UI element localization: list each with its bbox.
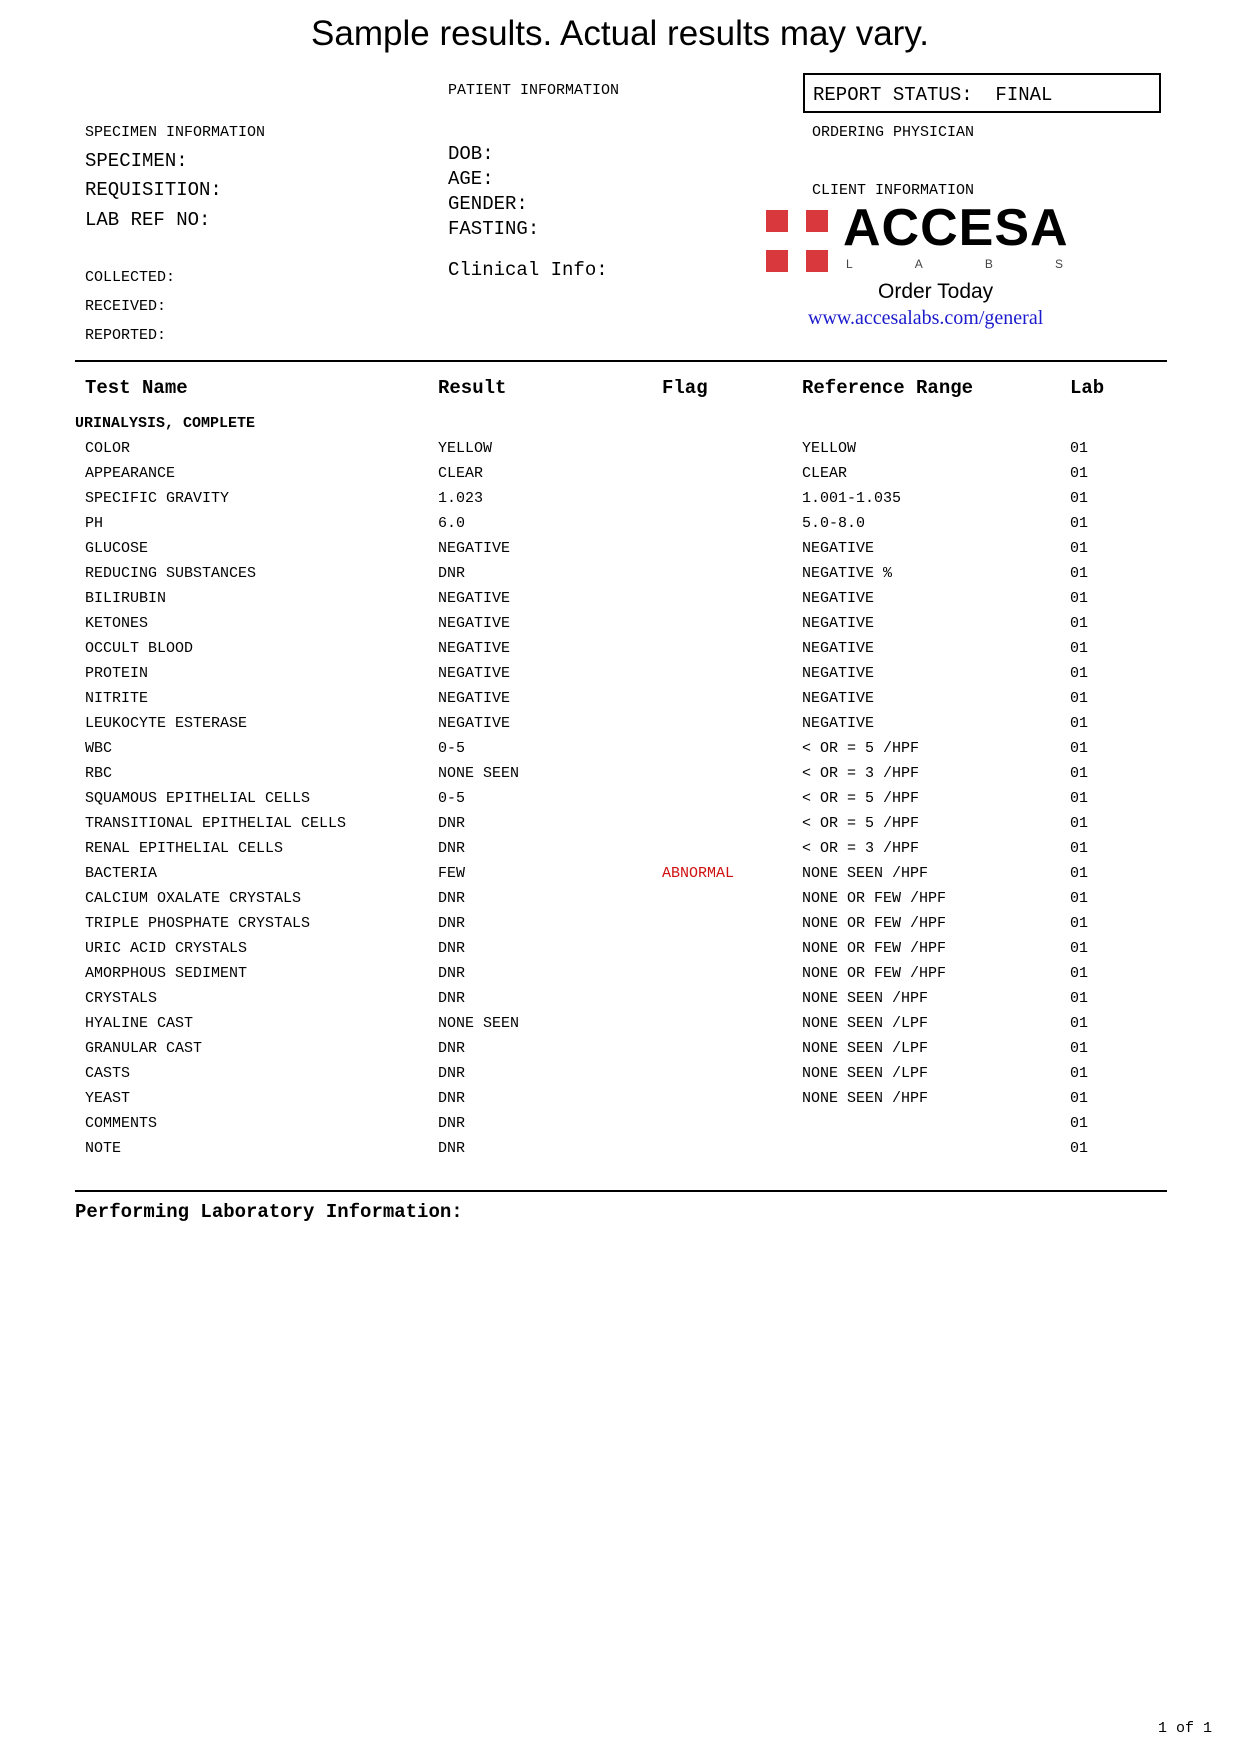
table-row — [0, 888, 1240, 913]
table-row — [0, 1088, 1240, 1113]
performing-lab-heading: Performing Laboratory Information: — [75, 1201, 463, 1223]
table-row — [0, 513, 1240, 538]
table-row — [0, 463, 1240, 488]
result-cell: NONE SEEN — [438, 765, 520, 782]
result-cell: NEGATIVE — [438, 690, 511, 707]
table-row — [0, 438, 1240, 463]
result-cell: DNR — [438, 1065, 466, 1082]
test-name-cell: URIC ACID CRYSTALS — [85, 940, 248, 957]
specimen-info-heading: SPECIMEN INFORMATION — [85, 124, 266, 141]
logo-sub-letter: S — [1054, 257, 1063, 271]
result-cell: DNR — [438, 565, 466, 582]
table-row — [0, 988, 1240, 1013]
table-row — [0, 813, 1240, 838]
lab-cell: 01 — [1070, 640, 1089, 657]
lab-cell: 01 — [1070, 490, 1089, 507]
reference-range-cell: NONE OR FEW /HPF — [802, 890, 947, 907]
reference-range-cell: < OR = 3 /HPF — [802, 765, 920, 782]
client-info-heading: CLIENT INFORMATION — [812, 182, 975, 199]
reference-range-cell: NONE SEEN /LPF — [802, 1040, 929, 1057]
result-cell: DNR — [438, 1115, 466, 1132]
result-cell: NEGATIVE — [438, 590, 511, 607]
report-status: REPORT STATUS: FINAL — [813, 84, 1053, 106]
test-name-cell: CRYSTALS — [85, 990, 158, 1007]
lab-cell: 01 — [1070, 515, 1089, 532]
reference-range-cell: NONE SEEN /HPF — [802, 865, 929, 882]
logo-square-icon — [766, 210, 788, 232]
test-name-cell: TRIPLE PHOSPHATE CRYSTALS — [85, 915, 311, 932]
result-cell: DNR — [438, 940, 466, 957]
reference-range-cell: CLEAR — [802, 465, 848, 482]
result-cell: 0-5 — [438, 740, 466, 757]
logo-square-icon — [806, 210, 828, 232]
test-name-cell: NITRITE — [85, 690, 149, 707]
logo-wordmark: ACCESA — [843, 199, 1069, 257]
requisition-label: REQUISITION: — [85, 179, 222, 201]
order-today-text: Order Today — [878, 280, 994, 303]
lab-cell: 01 — [1070, 465, 1089, 482]
reference-range-cell: NEGATIVE — [802, 590, 875, 607]
test-name-cell: OCCULT BLOOD — [85, 640, 194, 657]
logo-square-icon — [806, 250, 828, 272]
patient-info-heading: PATIENT INFORMATION — [448, 82, 620, 99]
reported-label: REPORTED: — [85, 327, 167, 344]
header-divider — [75, 360, 1167, 362]
clinical-info-label: Clinical Info: — [448, 259, 608, 281]
table-row — [0, 838, 1240, 863]
col-header-result: Result — [438, 377, 507, 399]
reference-range-cell: < OR = 3 /HPF — [802, 840, 920, 857]
reference-range-cell: NEGATIVE % — [802, 565, 893, 582]
reference-range-cell: NEGATIVE — [802, 540, 875, 557]
table-row — [0, 963, 1240, 988]
lab-cell: 01 — [1070, 690, 1089, 707]
table-row — [0, 613, 1240, 638]
result-cell: 1.023 — [438, 490, 484, 507]
lab-ref-label: LAB REF NO: — [85, 209, 211, 231]
table-row — [0, 563, 1240, 588]
lab-cell: 01 — [1070, 815, 1089, 832]
table-row — [0, 663, 1240, 688]
reference-range-cell: NEGATIVE — [802, 615, 875, 632]
table-row — [0, 488, 1240, 513]
result-cell: NEGATIVE — [438, 640, 511, 657]
lab-cell: 01 — [1070, 840, 1089, 857]
lab-cell: 01 — [1070, 990, 1089, 1007]
result-cell: DNR — [438, 840, 466, 857]
results-table — [0, 438, 1240, 1163]
result-cell: 6.0 — [438, 515, 466, 532]
result-cell: DNR — [438, 990, 466, 1007]
reference-range-cell: NONE OR FEW /HPF — [802, 965, 947, 982]
result-cell: DNR — [438, 1140, 466, 1157]
accesa-url-link[interactable]: www.accesalabs.com/general — [808, 307, 1044, 329]
dob-label: DOB: — [448, 143, 494, 165]
test-name-cell: APPEARANCE — [85, 465, 176, 482]
reference-range-cell: NEGATIVE — [802, 640, 875, 657]
reference-range-cell: NONE OR FEW /HPF — [802, 940, 947, 957]
lab-cell: 01 — [1070, 590, 1089, 607]
lab-cell: 01 — [1070, 1140, 1089, 1157]
logo-sub-letter: L — [846, 257, 853, 271]
test-name-cell: GRANULAR CAST — [85, 1040, 203, 1057]
reference-range-cell: NONE SEEN /LPF — [802, 1065, 929, 1082]
specimen-label: SPECIMEN: — [85, 150, 188, 172]
reference-range-cell: NEGATIVE — [802, 715, 875, 732]
reference-range-cell: 1.001-1.035 — [802, 490, 902, 507]
table-row — [0, 588, 1240, 613]
result-cell: DNR — [438, 815, 466, 832]
result-cell: YELLOW — [438, 440, 493, 457]
lab-cell: 01 — [1070, 1015, 1089, 1032]
test-name-cell: HYALINE CAST — [85, 1015, 194, 1032]
table-row — [0, 1013, 1240, 1038]
lab-cell: 01 — [1070, 565, 1089, 582]
lab-cell: 01 — [1070, 440, 1089, 457]
lab-cell: 01 — [1070, 665, 1089, 682]
logo-sub-letter: A — [914, 257, 923, 271]
test-name-cell: RBC — [85, 765, 113, 782]
test-name-cell: PROTEIN — [85, 665, 149, 682]
lab-cell: 01 — [1070, 740, 1089, 757]
lab-cell: 01 — [1070, 1040, 1089, 1057]
test-name-cell: SPECIFIC GRAVITY — [85, 490, 230, 507]
reference-range-cell: NONE OR FEW /HPF — [802, 915, 947, 932]
collected-label: COLLECTED: — [85, 269, 176, 286]
reference-range-cell: < OR = 5 /HPF — [802, 740, 920, 757]
test-name-cell: LEUKOCYTE ESTERASE — [85, 715, 248, 732]
result-cell: DNR — [438, 890, 466, 907]
lab-cell: 01 — [1070, 890, 1089, 907]
logo-subtitle — [846, 257, 1063, 271]
table-row — [0, 763, 1240, 788]
result-cell: NEGATIVE — [438, 665, 511, 682]
test-name-cell: GLUCOSE — [85, 540, 149, 557]
lab-cell: 01 — [1070, 965, 1089, 982]
test-name-cell: CASTS — [85, 1065, 131, 1082]
result-cell: 0-5 — [438, 790, 466, 807]
reference-range-cell: < OR = 5 /HPF — [802, 790, 920, 807]
table-row — [0, 688, 1240, 713]
gender-label: GENDER: — [448, 193, 528, 215]
sample-disclaimer-banner: Sample results. Actual results may vary. — [311, 14, 929, 53]
lab-cell: 01 — [1070, 940, 1089, 957]
lab-cell: 01 — [1070, 765, 1089, 782]
test-name-cell: TRANSITIONAL EPITHELIAL CELLS — [85, 815, 347, 832]
table-row — [0, 863, 1240, 888]
test-name-cell: PH — [85, 515, 104, 532]
result-cell: NEGATIVE — [438, 540, 511, 557]
lab-cell: 01 — [1070, 615, 1089, 632]
reference-range-cell: < OR = 5 /HPF — [802, 815, 920, 832]
table-row — [0, 1038, 1240, 1063]
reference-range-cell: NEGATIVE — [802, 690, 875, 707]
table-row — [0, 1063, 1240, 1088]
test-name-cell: KETONES — [85, 615, 149, 632]
test-name-cell: RENAL EPITHELIAL CELLS — [85, 840, 284, 857]
table-row — [0, 738, 1240, 763]
result-cell: DNR — [438, 1040, 466, 1057]
lab-cell: 01 — [1070, 1065, 1089, 1082]
test-name-cell: SQUAMOUS EPITHELIAL CELLS — [85, 790, 311, 807]
received-label: RECEIVED: — [85, 298, 167, 315]
test-name-cell: COMMENTS — [85, 1115, 158, 1132]
section-title: URINALYSIS, COMPLETE — [75, 415, 256, 432]
col-header-flag: Flag — [662, 377, 708, 399]
reference-range-cell: NEGATIVE — [802, 665, 875, 682]
logo-sub-letter: B — [984, 257, 993, 271]
result-cell: DNR — [438, 965, 466, 982]
table-row — [0, 538, 1240, 563]
result-cell: CLEAR — [438, 465, 484, 482]
test-name-cell: COLOR — [85, 440, 131, 457]
test-name-cell: AMORPHOUS SEDIMENT — [85, 965, 248, 982]
flag-cell: ABNORMAL — [662, 865, 735, 882]
reference-range-cell: NONE SEEN /HPF — [802, 990, 929, 1007]
result-cell: NEGATIVE — [438, 715, 511, 732]
age-label: AGE: — [448, 168, 494, 190]
result-cell: NEGATIVE — [438, 615, 511, 632]
test-name-cell: WBC — [85, 740, 113, 757]
test-name-cell: REDUCING SUBSTANCES — [85, 565, 257, 582]
lab-cell: 01 — [1070, 790, 1089, 807]
table-row — [0, 638, 1240, 663]
ordering-physician-heading: ORDERING PHYSICIAN — [812, 124, 975, 141]
fasting-label: FASTING: — [448, 218, 540, 240]
reference-range-cell: YELLOW — [802, 440, 857, 457]
logo-square-icon — [766, 250, 788, 272]
result-cell: DNR — [438, 1090, 466, 1107]
lab-cell: 01 — [1070, 540, 1089, 557]
test-name-cell: BACTERIA — [85, 865, 158, 882]
test-name-cell: NOTE — [85, 1140, 122, 1157]
test-name-cell: BILIRUBIN — [85, 590, 167, 607]
table-row — [0, 1113, 1240, 1138]
lab-cell: 01 — [1070, 1090, 1089, 1107]
test-name-cell: YEAST — [85, 1090, 131, 1107]
result-cell: FEW — [438, 865, 466, 882]
col-header-reference-range: Reference Range — [802, 377, 974, 399]
col-header-lab: Lab — [1070, 377, 1105, 399]
lab-cell: 01 — [1070, 865, 1089, 882]
lab-cell: 01 — [1070, 1115, 1089, 1132]
reference-range-cell: 5.0-8.0 — [802, 515, 866, 532]
table-row — [0, 913, 1240, 938]
footer-divider — [75, 1190, 1167, 1192]
page-indicator: 1 of 1 — [1158, 1720, 1213, 1737]
table-row — [0, 788, 1240, 813]
lab-cell: 01 — [1070, 715, 1089, 732]
reference-range-cell: NONE SEEN /LPF — [802, 1015, 929, 1032]
result-cell: DNR — [438, 915, 466, 932]
col-header-test-name: Test Name — [85, 377, 188, 399]
table-row — [0, 938, 1240, 963]
lab-cell: 01 — [1070, 915, 1089, 932]
result-cell: NONE SEEN — [438, 1015, 520, 1032]
test-name-cell: CALCIUM OXALATE CRYSTALS — [85, 890, 302, 907]
table-row — [0, 1138, 1240, 1163]
reference-range-cell: NONE SEEN /HPF — [802, 1090, 929, 1107]
table-row — [0, 713, 1240, 738]
